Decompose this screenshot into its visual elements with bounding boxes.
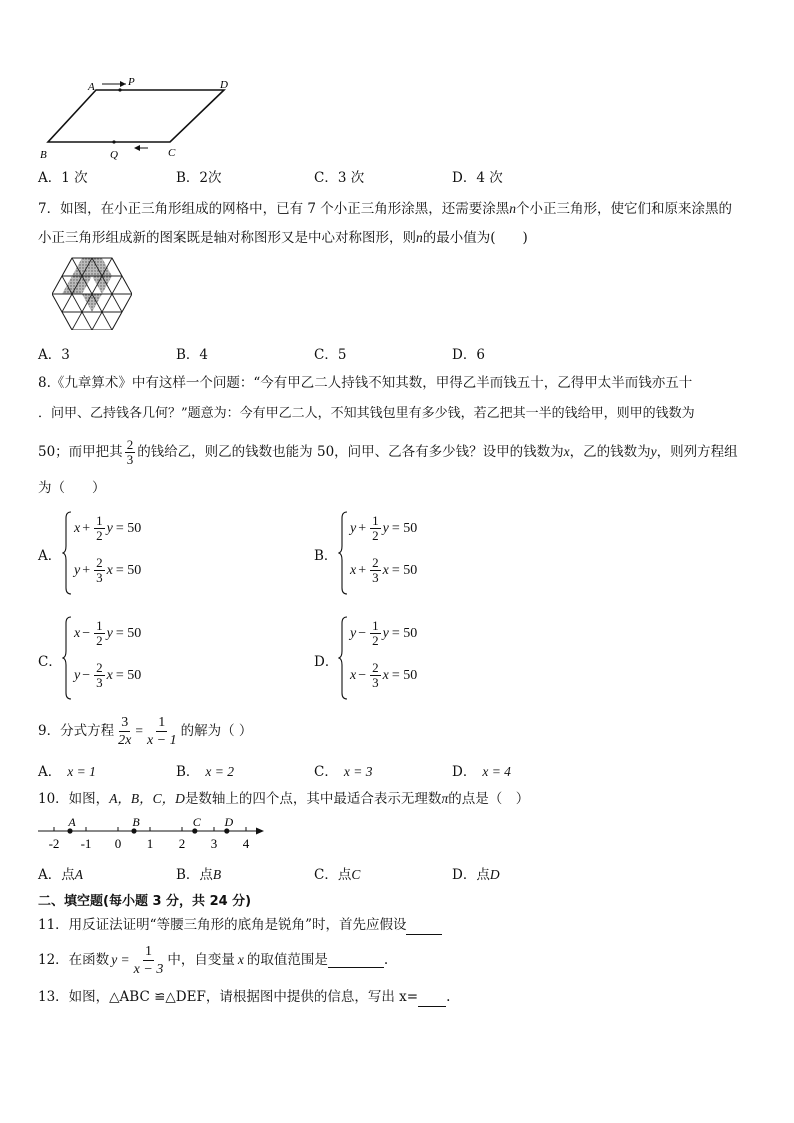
number-line-tick-label: 2 (178, 836, 186, 851)
equation-row: y + $\frac{1}{2}$ y = 50 (350, 513, 418, 543)
q7-option-b[interactable]: B．4 (176, 347, 209, 363)
q7-stem-line2: 小正三角形组成新的图案既是轴对称图形又是中心对称图形，则n的最小值为( ) (38, 230, 528, 246)
q7-option-c[interactable]: C．5 (314, 347, 347, 363)
number-line-tick-label: -2 (48, 836, 60, 851)
brace-icon (62, 510, 72, 596)
q10-option-c[interactable]: C．点C (314, 867, 361, 883)
number-line-point-label: D (224, 815, 234, 829)
q7-stem-line1: 7．如图，在小正三角形组成的网格中，已有 7 个小正三角形涂黑，还需要涂黑n个小正三角形，使它们和原来涂黑的 (38, 201, 733, 217)
q9-option-c[interactable]: C． x = 3 (314, 764, 373, 780)
number-line-tick-label: 3 (210, 836, 218, 851)
q7-option-a[interactable]: A．3 (38, 347, 70, 363)
number-line-tick-label: 4 (242, 836, 250, 851)
number-line-point-label: C (192, 815, 201, 829)
q10-stem: 10．如图，A，B，C，D是数轴上的四个点，其中最适合表示无理数π的点是（ ） (38, 791, 530, 807)
number-line-point-c (192, 828, 197, 833)
q8-option-c-label[interactable]: C． (38, 654, 62, 670)
triangle-grid-figure (52, 252, 132, 330)
q9-option-a[interactable]: A． x = 1 (38, 764, 96, 780)
equation-row: y − $\frac{2}{3}$ x = 50 (74, 660, 142, 690)
q11-stem: 11．用反证法证明“等腰三角形的底角是锐角”时，首先应假设 (38, 915, 442, 935)
label-Q: Q (110, 149, 118, 161)
q13-stem: 13．如图，△ABC ≌△DEF，请根据图中提供的信息，写出 x= . (38, 989, 451, 1005)
q8-option-a-label[interactable]: A． (38, 548, 62, 564)
q11-answer-blank[interactable] (406, 920, 442, 935)
q7-option-d[interactable]: D．6 (452, 347, 485, 363)
equation-row: y + $\frac{2}{3}$ x = 50 (74, 555, 142, 585)
q6-option-b[interactable]: B．2次 (176, 170, 222, 186)
q12-stem: 12．在函数 y = $\frac{1}{x - 3}$ 中，自变量 x 的取值范围是 . (38, 943, 389, 977)
label-B: B (40, 149, 47, 161)
number-line-figure (36, 814, 268, 852)
q8-stem-line2: ．问甲、乙持钱各几何？”题意为：今有甲乙二人，不知其钱包里有多少钱，若乙把其一半的钱给甲，则甲的钱数为 (38, 406, 695, 421)
q8-system-c[interactable] (62, 615, 182, 701)
q6-option-d[interactable]: D．4 次 (452, 170, 503, 186)
brace-icon (62, 615, 72, 701)
label-D: D (220, 79, 228, 91)
label-P: P (128, 76, 135, 88)
number-line-tick-label: 0 (114, 836, 122, 851)
number-line-point-b (131, 828, 136, 833)
number-line-point-d (224, 828, 229, 833)
number-line-point-label: A (68, 815, 76, 829)
label-A: A (88, 81, 95, 93)
q8-system-b[interactable] (338, 510, 458, 596)
q8-system-a[interactable] (62, 510, 182, 596)
equation-row: x + $\frac{2}{3}$ x = 50 (350, 555, 418, 585)
equation-row: x − $\frac{2}{3}$ x = 50 (350, 660, 418, 690)
brace-icon (338, 510, 348, 596)
q9-option-d[interactable]: D． x = 4 (452, 764, 511, 780)
q6-option-a[interactable]: A．1 次 (38, 170, 88, 186)
q6-option-c[interactable]: C．3 次 (314, 170, 365, 186)
brace-icon (338, 615, 348, 701)
q9-stem: 9．分式方程 $\frac{3}{2x}$ = $\frac{1}{x - 1}$ 的解为（ ） (38, 714, 253, 748)
q8-stem-line1: 8.《九章算术》中有这样一个问题：“今有甲乙二人持钱不知其数，甲得乙半而钱五十，乙得甲太半而钱亦五十 (38, 375, 693, 391)
equation-row: x − $\frac{1}{2}$ y = 50 (74, 618, 142, 648)
section-heading: 二、填空题(每小题 3 分，共 24 分) (38, 894, 252, 909)
equation-row: y − $\frac{1}{2}$ y = 50 (350, 618, 418, 648)
label-C: C (168, 147, 176, 159)
parallelogram-figure (36, 74, 246, 164)
number-line-point-label: B (132, 815, 140, 829)
q13-answer-blank[interactable] (418, 992, 446, 1007)
q8-option-b-label[interactable]: B． (314, 548, 338, 564)
q8-system-d[interactable] (338, 615, 458, 701)
q10-option-d[interactable]: D．点D (452, 867, 500, 883)
q8-stem-line4: 为（ ） (38, 480, 106, 496)
q10-option-b[interactable]: B．点B (176, 867, 222, 883)
number-line-tick-label: -1 (80, 836, 92, 851)
q9-option-b[interactable]: B． x = 2 (176, 764, 235, 780)
q12-answer-blank[interactable] (328, 953, 384, 968)
q8-option-d-label[interactable]: D． (314, 654, 339, 670)
number-line-tick-label: 1 (146, 836, 154, 851)
number-line-point-a (67, 828, 72, 833)
q8-stem-line3: 50；而甲把其 $\frac{2}{3}$ 的钱给乙，则乙的钱数也能为 50，问甲、乙各有多少钱？设甲的钱数为 x ，乙的钱数为 y ，则列方程组 (38, 436, 738, 467)
equation-row: x + $\frac{1}{2}$ y = 50 (74, 513, 142, 543)
q10-option-a[interactable]: A．点A (38, 867, 83, 883)
